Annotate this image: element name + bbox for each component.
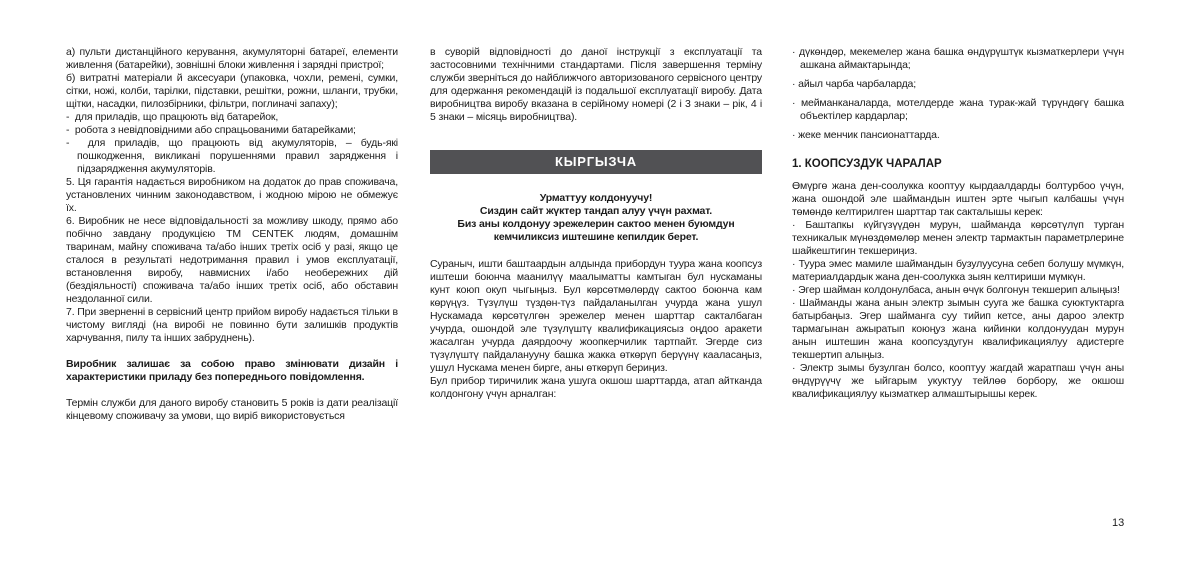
paragraph-ukrainian-continuation: в суворій відповідності до даної інструкції з експлуатації та застосовними технічними стандартами. Після завершення терміну служби зверніться до найближчого авторизованого сервісного центру для одержання рекомендацій із подальшої експлуатації виробу. Дата виробництва виробу вказана в серійному номері (2 і 3 знаки – рік, 4 і 5 знаки – місяць виробництва). (430, 46, 762, 123)
dash-list-item: - для приладів, що працюють від акумуляторів, – будь-які пошкодження, викликані порушеннями правил зарядження і підзарядження акумуляторів. (66, 137, 398, 176)
greeting-line: Урматтуу колдонуучу! (539, 192, 653, 204)
safety-list-item: · Электр зымы бузулган болсо, кооптуу жагдай жаратпаш үчүн аны өндүрүүчү же ыйгарым укуктуу тейлөө борбору, же окшош квалификациялуу кызматкер алмаштырышы керек. (792, 362, 1124, 401)
safety-list-item: · Шайманды жана анын электр зымын сууга же башка суюктуктарга батырбаңыз. Эгер шайманга суу тийип кетсе, аны дароо электр тармагынан ажыратып коюңуз жана кийинки колдонуудан мурун анын иштешин жана коопсуздугун квалификациялуу адистерге текшертип алыңыз. (792, 297, 1124, 362)
paragraph-service-center-7: 7. При зверненні в сервісний центр прийом виробу надається тільки в чистому вигляді (на виробі не повинно бути залишків продуктів харчування, пилу та інших забруднень). (66, 306, 398, 344)
usage-list-item: · мейманканаларда, мотелдерде жана турак-жай түрүндөгү башка объектілер кардарлар; (792, 97, 1124, 123)
usage-list-item: · айыл чарба чарбаларда; (792, 78, 1124, 91)
usage-list-item: · дүкөндөр, мекемелер жана башка өндүрүштүк кызматкерлери үчүн ашкана аймактарында; (792, 46, 1124, 72)
service-life-note: Термін служби для даного виробу становить 5 років із дати реалізації кінцевому споживачу за умови, що виріб використовується (66, 397, 398, 422)
greeting-line: Биз аны колдонуу эрежелерин сактоо менен буюмдун кемчиликсиз иштешине кепилдик берет. (457, 218, 735, 243)
paragraph-liability-6: 6. Виробник не несе відповідальності за можливу шкоду, прямо або побічно завдану продукцією ТМ CENTEK людям, домашнім тваринам, майну споживача та/або інших третіх осіб у разі, якщо це сталося в результаті недотримання правил і умов експлуатації, встановлення виробу, навмисних і/або необережних дій (бездіяльності) споживача та/або інших третіх осіб, або обставин нездоланної сили. (66, 215, 398, 305)
paragraph-safety-intro: Өмүргө жана ден-соолукка кооптуу кырдаалдарды болтурбоо үчүн, жана ошондой эле шаймандын иштен эрте чыгып калбашы үчүн төмөндө келтирилген шарттар так сакталышы керек: (792, 180, 1124, 218)
section-title-safety-measures: 1. КООПСУЗДУК ЧАРАЛАР (792, 158, 942, 170)
safety-list-item: · Баштапкы күйгүзүүдөн мурун, шайманда көрсөтүлүп турган техникалык мүнөздөмөлөр менен электр тармактын параметрлерине шайкештигин текшериңиз. (792, 219, 1124, 258)
paragraph-warranty-5: 5. Ця гарантія надається виробником на додаток до прав споживача, установлених чинним законодавством, і жодною мірою не обмежує їх. (66, 176, 398, 214)
greeting-block (430, 192, 762, 244)
usage-list-item: · жеке менчик пансионаттарда. (792, 129, 1124, 142)
paragraph-item-a: а) пульти дистанційного керування, акумуляторні батареї, елементи живлення (батарейки), зовнішні блоки живлення і зарядні пристрої; (66, 46, 398, 71)
page-number: 13 (1112, 517, 1125, 529)
column-left-ukrainian (66, 46, 398, 423)
language-section-banner: КЫРГЫЗЧА (430, 150, 762, 174)
greeting-line: Сиздин сайт жүктер тандап алуу үчүн рахмат. (479, 205, 713, 217)
paragraph-item-b: б) витратні матеріали й аксесуари (упаковка, чохли, ремені, сумки, сітки, ножі, колби, тарілки, підставки, решітки, рожни, шланги, трубки, щітки, насадки, пилозбірники, фільтри, поглиначі запаху); (66, 72, 398, 110)
safety-list-item: · Туура эмес мамиле шаймандын бузулуусуна себеп болушу мүмкүн, материалдардык жана ден-соолукка зыян келтириши мүмкүн. (792, 258, 1124, 284)
manufacturer-rights-note: Виробник залишає за собою право змінювати дизайн і характеристики приладу без попереднього повідомлення. (66, 358, 398, 383)
paragraph-intended-use: Бул прибор тиричилик жана ушуга окшош шарттарда, атап айтканда колдонгону үчүн арналган: (430, 375, 762, 400)
dash-list-item: - для приладів, що працюють від батарейок, (66, 111, 398, 124)
safety-list-item: · Эгер шайман колдонулбаса, анын өчүк болгонун текшерип алыңыз! (792, 284, 1124, 297)
paragraph-read-instructions: Сураныч, ишти баштаардын алдында прибордун туура жана коопсуз иштеши боюнча маанилүү маалыматты камтыган бул нускаманы кунт коюп окуп чыгыңыз. Бул көрсөтмөлөрдү сактоо боюнча кам көрүңүз. Түзүлүш түздөн-түз пайдаланылган учурда жана ушул Нускамада көрсөтүлгөн эрежелер менен шарттар сакталбаган учурда, ошондой эле түзүлүштү квалификациясыз оңдоо аракети жасалган учурда даярдоочу жоопкерчилик тартпайт. Эгерде сиз түзүлүштү пайдаланууну башка жакка өткөрүп берүүнү кааласаңыз, ушул Нускама менен бирге, аны өткөрүп бериңиз. (430, 258, 762, 374)
column-right-kyrgyz (792, 46, 1124, 401)
dash-list-item: - робота з невідповідними або спрацьованими батарейками; (66, 124, 398, 137)
column-middle (430, 46, 762, 401)
